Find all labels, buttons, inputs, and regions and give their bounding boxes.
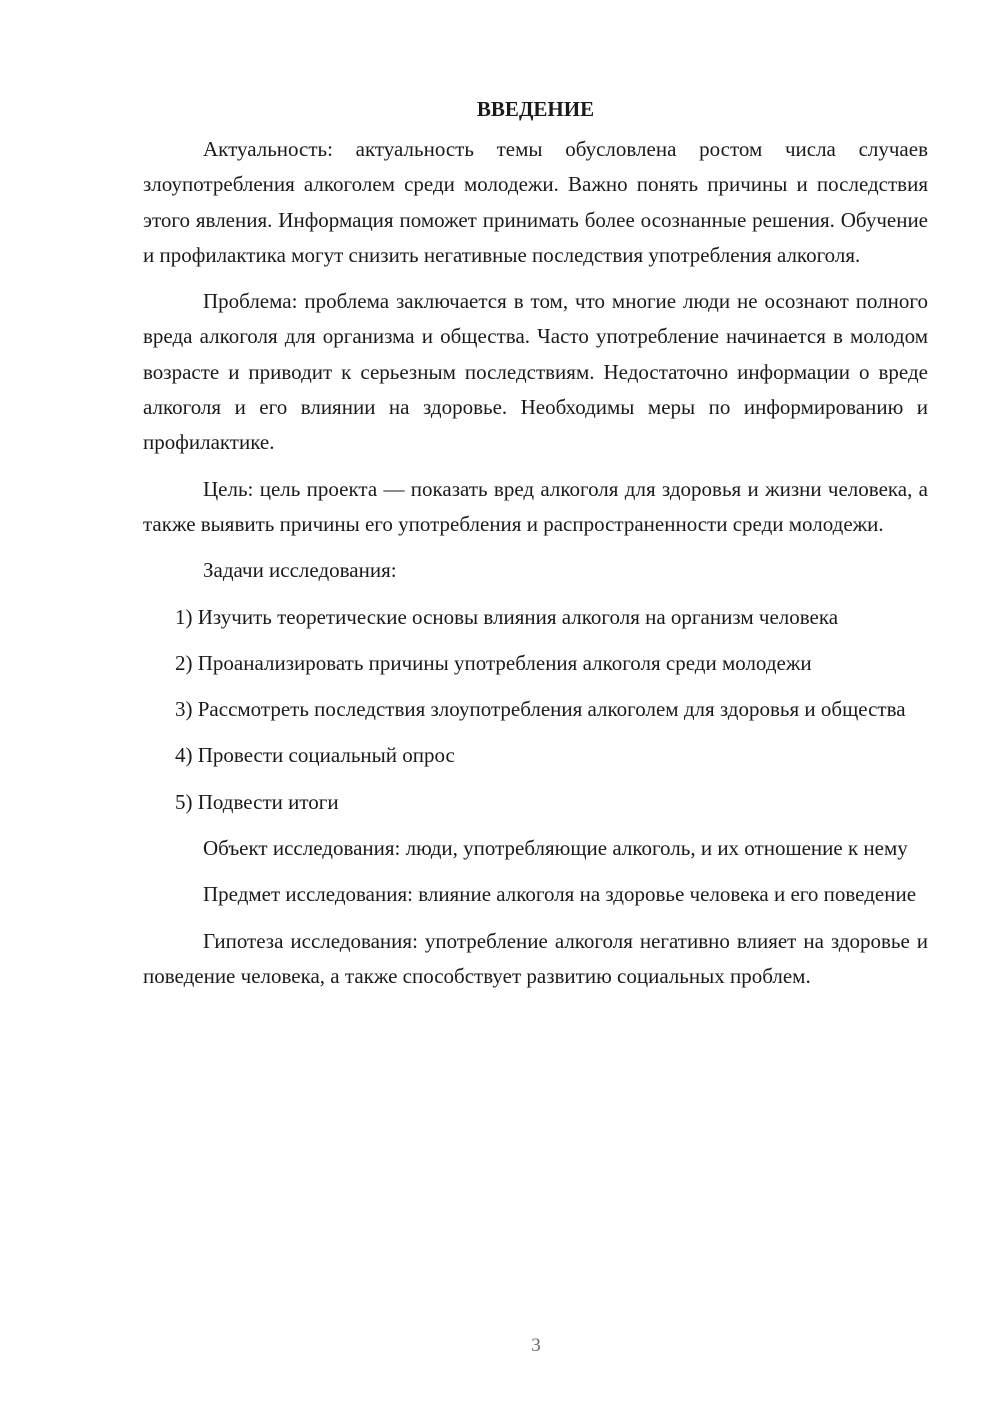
- page-title: ВВЕДЕНИЕ: [476, 97, 595, 121]
- page-number: 3: [531, 1335, 541, 1356]
- paragraph-subject: Предмет исследования: влияние алкоголя на здоровье человека и его поведение: [203, 882, 917, 907]
- paragraph-relevance: Актуальность: актуальность темы обусловлена ростом числа случаев злоупотребления алкоголем среди молодежи. Важно понять причины и последствия этого явления. Информация поможет принимать более осознанные решения. Обучение и профилактика могут снизить негативные последствия употребления алкоголя.: [143, 137, 928, 267]
- paragraph-goal: Цель: цель проекта — показать вред алкоголя для здоровья и жизни человека, а также выявить причины его употребления и распространенности среди молодежи.: [143, 476, 928, 536]
- document-page: [143, 92, 928, 994]
- paragraph-problem: Проблема: проблема заключается в том, что многие люди не осознают полного вреда алкоголя для организма и общества. Часто употребление начинается в молодом возрасте и приводит к серьезным последствиям. Недостаточно информации о вреде алкоголя и его влиянии на здоровье. Необходимы меры по информированию и профилактике.: [143, 289, 928, 455]
- task-item-1: 1) Изучить теоретические основы влияния алкоголя на организм человека: [175, 604, 839, 629]
- task-item-2: 2) Проанализировать причины употребления алкоголя среди молодежи: [175, 650, 812, 675]
- paragraph-tasks-heading: Задачи исследования:: [203, 558, 397, 583]
- paragraph-hypothesis: Гипотеза исследования: употребление алкоголя негативно влияет на здоровье и поведение человека, а также способствует развитию социальных проблем.: [143, 928, 928, 988]
- task-item-4: 4) Провести социальный опрос: [175, 743, 455, 768]
- task-item-5: 5) Подвести итоги: [175, 789, 339, 814]
- paragraph-object: Объект исследования: люди, употребляющие алкоголь, и их отношение к нему: [203, 836, 908, 861]
- task-item-3: 3) Рассмотреть последствия злоупотребления алкоголем для здоровья и общества: [175, 697, 906, 722]
